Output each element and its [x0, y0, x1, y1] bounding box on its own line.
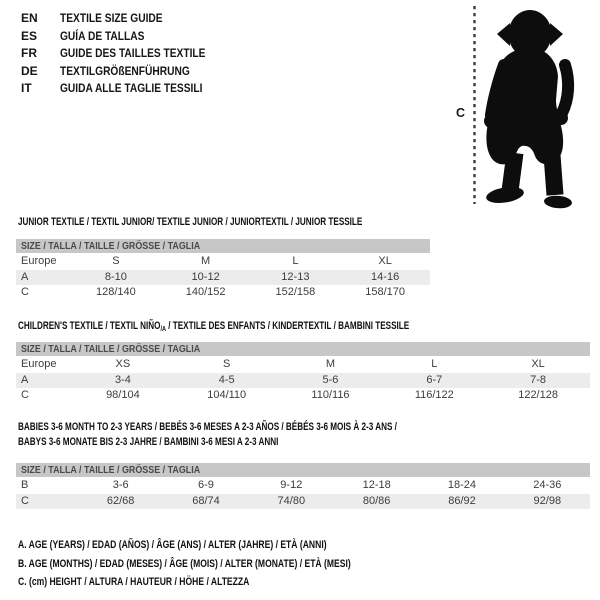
table-cell: 80/86: [362, 494, 391, 507]
note-age-months: [18, 555, 445, 574]
table-cell: 14-16: [371, 270, 400, 283]
note-text: B. AGE (MONTHS) / EDAD (MESES) / ÂGE (MOIS) / ALTER (MONATE) / ETÀ (MESI): [18, 557, 351, 570]
table-row-height: [16, 388, 590, 404]
language-title-list: [21, 10, 231, 98]
size-column-header: L: [431, 358, 438, 370]
table-row-age: [16, 373, 590, 389]
table-cell: 6-9: [198, 479, 214, 491]
table-cell: 12-18: [362, 479, 391, 491]
section-title-junior: [18, 215, 483, 230]
title-subscript: /A: [160, 324, 166, 333]
legend-notes: [18, 536, 445, 592]
region-label: Europe: [21, 358, 57, 370]
table-cell: 12-13: [281, 270, 310, 283]
size-column-header: XS: [115, 358, 131, 370]
table-cell: 6-7: [426, 373, 443, 386]
lang-code: FR: [21, 46, 37, 60]
size-header-bar: [16, 239, 430, 253]
baby-body: [484, 10, 572, 209]
lang-title: TEXTILE SIZE GUIDE: [60, 11, 163, 25]
table-cell: 8-10: [104, 270, 127, 283]
lang-row-fr: [21, 45, 231, 63]
lang-code: EN: [21, 11, 38, 25]
row-label: B: [21, 479, 29, 491]
table-cell: 18-24: [447, 479, 477, 491]
table-cell: 122/128: [518, 389, 558, 401]
size-column-header: L: [292, 255, 299, 267]
size-column-header: XL: [378, 255, 392, 267]
lang-row-es: [21, 28, 231, 46]
table-cell: 9-12: [280, 479, 303, 491]
table-cell: 152/158: [275, 286, 316, 298]
table-cell: 4-5: [218, 373, 235, 386]
note-age-years: [18, 536, 445, 555]
size-header-text: SIZE / TALLA / TAILLE / GRÖSSE / TAGLIA: [21, 343, 201, 355]
size-column-header: XL: [531, 358, 545, 370]
lang-title: GUIDA ALLE TAGLIE TESSILI: [60, 81, 203, 95]
row-label: A: [21, 373, 29, 386]
lang-title: TEXTILGRÖßENFÜHRUNG: [60, 63, 190, 78]
row-label: A: [21, 270, 29, 283]
row-label: C: [21, 494, 29, 507]
table-cell: 92/98: [533, 494, 562, 507]
table-cell: 5-6: [322, 373, 339, 386]
lang-title: GUÍA DE TALLAS: [60, 28, 145, 43]
table-cell: 98/104: [106, 389, 140, 401]
table-row-height: [16, 285, 430, 301]
table-cell: 116/122: [414, 389, 454, 401]
region-label: Europe: [21, 255, 57, 267]
note-text: A. AGE (YEARS) / EDAD (AÑOS) / ÂGE (ANS) / ALTER (JAHRE) / ETÀ (ANNI): [18, 539, 327, 551]
title-main: CHILDREN'S TEXTILE / TEXTIL NIÑO: [18, 320, 161, 332]
section-title-babies-line1: BABIES 3-6 MONTH TO 2-3 YEARS / BEBÉS 3-6 MESES A 2-3 AÑOS / BÉBÉS 3-6 MOIS À 2-3 ANS /: [18, 421, 397, 433]
table-cell: 3-4: [114, 373, 131, 386]
row-label: C: [21, 389, 29, 401]
note-height-cm: [18, 573, 445, 592]
section-title-children-text: [18, 319, 409, 336]
size-header-text: SIZE / TALLA / TAILLE / GRÖSSE / TAGLIA: [21, 240, 201, 252]
table-cell: 74/80: [277, 494, 306, 507]
size-header-bar: [16, 342, 590, 356]
title-rest: / TEXTILE DES ENFANTS / KINDERTEXTIL / BAMBINI TESSILE: [165, 320, 410, 332]
lang-title: GUIDE DES TAILLES TEXTILE: [60, 46, 206, 60]
row-label: C: [21, 286, 29, 298]
table-cell: 110/116: [311, 389, 350, 401]
lang-code: DE: [21, 63, 38, 78]
table-cell: 3-6: [112, 479, 129, 491]
table-header-row: [16, 357, 590, 373]
table-cell: 158/170: [365, 286, 405, 298]
lang-code: ES: [21, 28, 38, 43]
size-column-header: M: [325, 358, 336, 370]
table-cell: 24-36: [533, 479, 562, 491]
children-size-table: [16, 342, 590, 404]
table-cell: 104/110: [207, 389, 247, 401]
size-column-header: M: [201, 255, 211, 267]
lang-row-de: [21, 63, 231, 81]
lang-code: IT: [21, 81, 32, 95]
junior-size-table: [16, 239, 430, 301]
table-row-age: [16, 270, 430, 286]
section-title-children: [18, 319, 547, 336]
table-cell: 86/92: [448, 494, 476, 507]
height-measure-label: C: [456, 106, 466, 120]
size-column-header: S: [112, 255, 120, 267]
babies-size-table: [16, 463, 590, 509]
size-column-header: S: [223, 358, 231, 370]
section-title-babies-line2: BABYS 3-6 MONATE BIS 2-3 JAHRE / BAMBINI 3-6 MESI A 2-3 ANNI: [18, 436, 279, 448]
section-title-junior-text: JUNIOR TEXTILE / TEXTIL JUNIOR/ TEXTILE JUNIOR / JUNIORTEXTIL / JUNIOR TESSILE: [18, 216, 363, 228]
table-row-height: [16, 494, 590, 510]
size-header-text: SIZE / TALLA / TAILLE / GRÖSSE / TAGLIA: [21, 464, 201, 476]
lang-row-it: [21, 80, 231, 98]
table-cell: 128/140: [95, 286, 136, 298]
table-cell: 7-8: [530, 373, 547, 386]
table-cell: 140/152: [185, 286, 226, 298]
table-header-row: [16, 254, 430, 270]
baby-silhouette-figure: [455, 3, 600, 213]
note-text: C. (cm) HEIGHT / ALTURA / HAUTEUR / HÖHE / ALTEZZA: [18, 576, 250, 588]
table-cell: 62/68: [106, 494, 135, 507]
section-title-babies: [18, 420, 530, 450]
table-cell: 10-12: [191, 270, 220, 283]
size-header-bar: [16, 463, 590, 477]
lang-row-en: [21, 10, 231, 28]
table-cell: 68/74: [192, 494, 220, 507]
table-row-age-months: [16, 478, 590, 494]
